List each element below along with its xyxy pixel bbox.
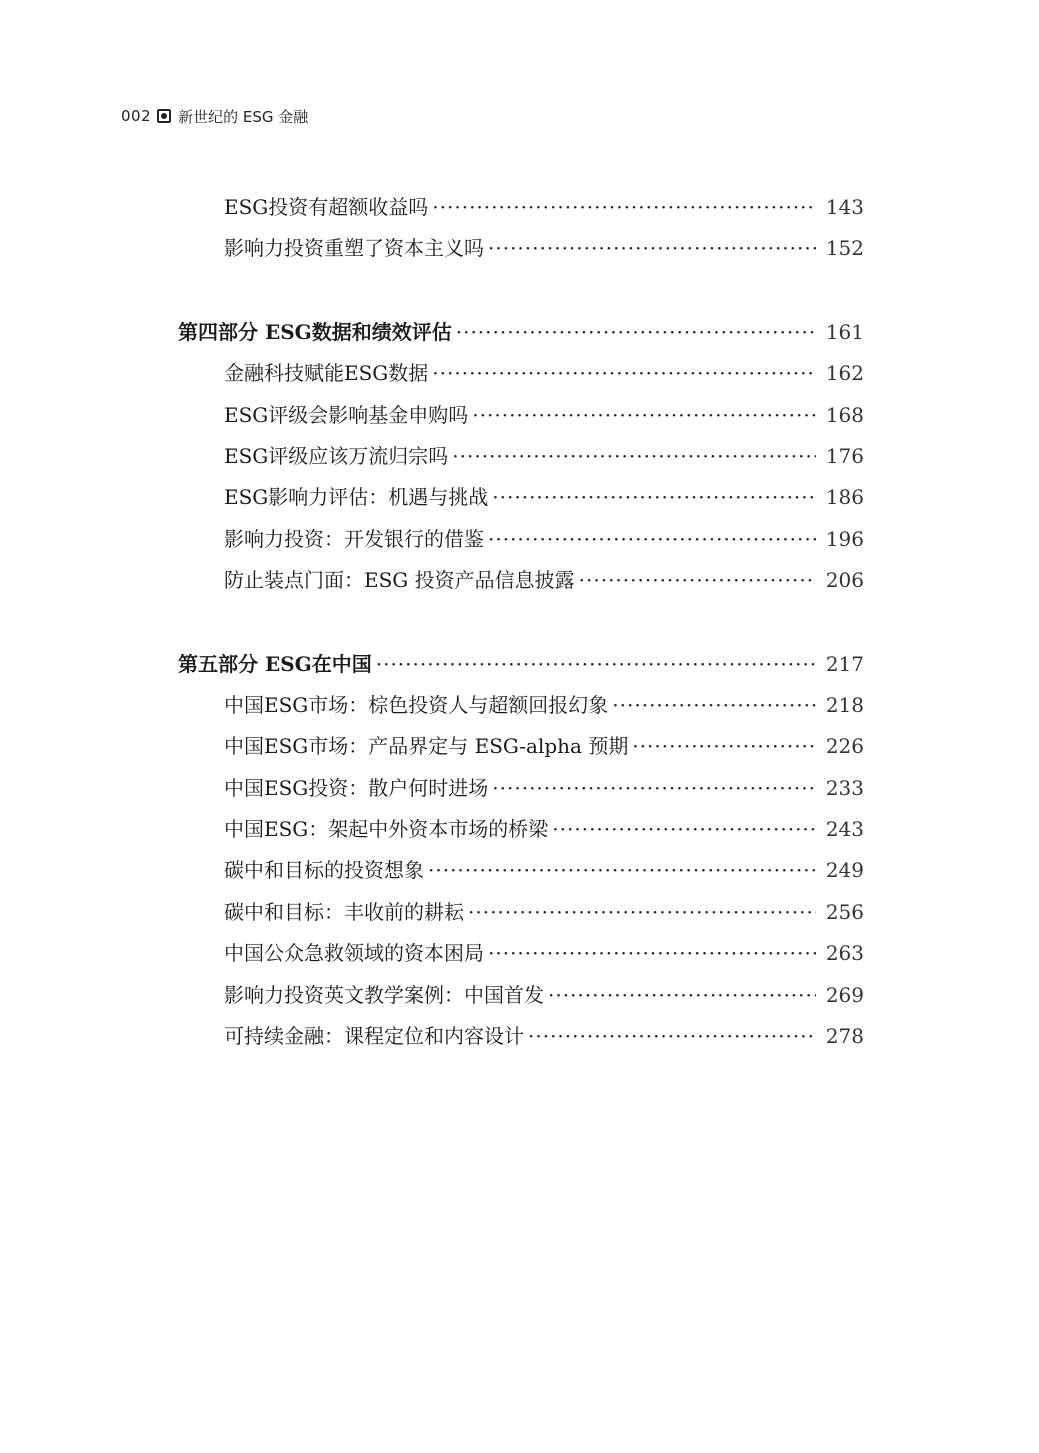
header-page-number: 002: [121, 107, 152, 125]
dot-leader: [612, 685, 816, 726]
dot-leader: [428, 850, 816, 891]
toc-entry: [178, 809, 864, 850]
part-title: 第四部分 ESG数据和绩效评估: [178, 319, 452, 344]
toc-entry-title: 碳中和目标的投资想象: [224, 858, 424, 883]
toc-entry-page: 256: [825, 899, 864, 924]
toc-entry-title: ESG评级会影响基金申购吗: [224, 402, 469, 427]
toc-entry-title: 可持续金融：课程定位和内容设计: [224, 1024, 524, 1049]
toc-entry-page: 226: [825, 734, 864, 759]
toc-entry: [178, 436, 864, 477]
part-page: 161: [825, 319, 864, 344]
dot-leader: [376, 644, 816, 685]
toc-entry: [178, 726, 864, 767]
toc-entry-title: 中国ESG市场：产品界定与 ESG-alpha 预期: [224, 734, 629, 759]
toc-entry-page: 162: [825, 361, 864, 386]
dot-leader: [452, 436, 816, 477]
dot-leader: [456, 312, 816, 353]
dot-leader: [528, 1016, 816, 1057]
toc-entry: [178, 519, 864, 560]
toc-part-heading: [178, 312, 864, 353]
toc-entry-page: 249: [825, 858, 864, 883]
toc-entry-title: 影响力投资：开发银行的借鉴: [224, 526, 484, 551]
toc-entry: [178, 685, 864, 726]
toc-entry-page: 269: [825, 982, 864, 1007]
toc-entry: [178, 395, 864, 436]
toc-part-heading: [178, 644, 864, 685]
part-page: 217: [825, 651, 864, 676]
dot-leader: [472, 395, 816, 436]
toc-entry-title: 防止装点门面：ESG 投资产品信息披露: [224, 568, 575, 593]
toc-entry-page: 243: [825, 817, 864, 842]
toc-entry-page: 186: [825, 485, 864, 510]
dot-leader: [488, 228, 816, 269]
toc-entry-title: ESG评级应该万流归宗吗: [224, 443, 449, 468]
dot-leader: [492, 768, 816, 809]
table-of-contents: [178, 187, 864, 1057]
part-title: 第五部分 ESG在中国: [178, 651, 372, 676]
toc-entry-page: 196: [825, 526, 864, 551]
dot-leader: [632, 726, 816, 767]
toc-entry: [178, 1016, 864, 1057]
dot-leader: [548, 975, 816, 1016]
toc-entry: [178, 353, 864, 394]
dot-leader: [468, 892, 816, 933]
dot-leader: [579, 560, 816, 601]
toc-entry: [178, 892, 864, 933]
toc-entry-title: 金融科技赋能ESG数据: [224, 361, 429, 386]
toc-entry-page: 176: [825, 443, 864, 468]
toc-entry-title: 影响力投资重塑了资本主义吗: [224, 236, 484, 261]
toc-entry: [178, 228, 864, 269]
toc-entry-title: 中国公众急救领域的资本困局: [224, 941, 484, 966]
toc-entry-page: 263: [825, 941, 864, 966]
toc-entry-title: ESG投资有超额收益吗: [224, 195, 429, 219]
toc-entry-title: 中国ESG市场：棕色投资人与超额回报幻象: [224, 692, 609, 717]
toc-entry: [178, 187, 864, 228]
dot-leader: [492, 477, 816, 518]
toc-entry: [178, 768, 864, 809]
toc-entry-page: 168: [825, 402, 864, 427]
toc-entry-page: 152: [825, 236, 864, 261]
dot-leader: [488, 933, 816, 974]
toc-entry: [178, 560, 864, 601]
book-emblem-icon: [157, 109, 171, 123]
toc-entry-title: 碳中和目标：丰收前的耕耘: [224, 899, 464, 924]
toc-entry-title: 中国ESG投资：散户何时进场: [224, 775, 489, 800]
toc-entry: [178, 477, 864, 518]
toc-entry-page: 233: [825, 775, 864, 800]
dot-leader: [432, 187, 816, 228]
toc-entry-page: 218: [825, 692, 864, 717]
header-book-title: 新世纪的 ESG 金融: [178, 107, 309, 126]
toc-entry-title: ESG影响力评估：机遇与挑战: [224, 485, 489, 510]
running-header: [121, 104, 308, 128]
dot-leader: [488, 519, 816, 560]
dot-leader: [432, 353, 816, 394]
toc-entry-page: 278: [825, 1024, 864, 1049]
toc-entry-page: 143: [825, 195, 864, 219]
toc-entry: [178, 850, 864, 891]
dot-leader: [552, 809, 816, 850]
toc-entry-title: 中国ESG：架起中外资本市场的桥梁: [224, 817, 549, 842]
toc-entry: [178, 933, 864, 974]
toc-entry-title: 影响力投资英文教学案例：中国首发: [224, 982, 544, 1007]
toc-entry-page: 206: [825, 568, 864, 593]
toc-entry: [178, 975, 864, 1016]
